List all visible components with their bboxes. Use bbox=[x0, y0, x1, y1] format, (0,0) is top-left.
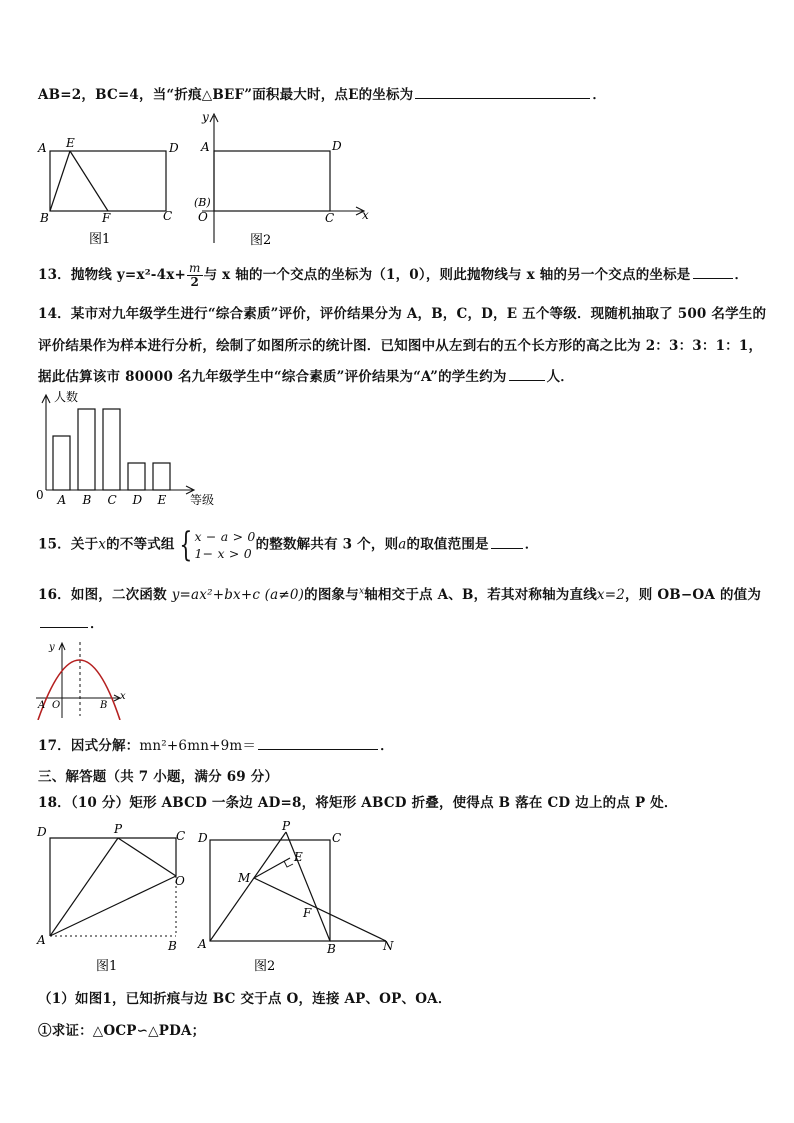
q16-parabola-figure bbox=[34, 638, 134, 720]
bar-E bbox=[153, 463, 170, 490]
fraction-m-over-2: $\frac{m}{2}$ bbox=[188, 261, 201, 289]
q12-text: AB=2，BC=4，当“折痕△BEF”面积最大时，点E的坐标为 ． bbox=[38, 87, 607, 103]
label-A: A bbox=[38, 700, 46, 711]
label-A: A bbox=[198, 937, 207, 951]
caption: 图2 bbox=[250, 233, 272, 248]
label-B: B bbox=[168, 939, 177, 953]
bar-D bbox=[128, 463, 145, 490]
answer-blank bbox=[40, 615, 88, 628]
caption: 图1 bbox=[89, 232, 111, 247]
label-C: C bbox=[325, 211, 335, 225]
q17-text: 17．因式分解：mn²+6mn+9m＝ ． bbox=[38, 738, 394, 754]
axis-y-label: y bbox=[49, 642, 55, 653]
label-O: O bbox=[175, 874, 185, 888]
caption: 图1 bbox=[96, 959, 118, 974]
label-E: E bbox=[294, 850, 303, 864]
tick-label-A: A bbox=[57, 493, 67, 507]
label-D: D bbox=[198, 831, 208, 845]
answer-blank bbox=[509, 368, 545, 381]
q12-figure-1 bbox=[36, 136, 186, 248]
bar-B bbox=[78, 409, 95, 490]
q18-text: 18．（10 分）矩形 ABCD 一条边 AD=8，将矩形 ABCD 折叠，使得点 B 落在 CD 边上的点 P 处． bbox=[38, 795, 678, 811]
axis-x-label: x bbox=[362, 208, 369, 222]
q14-bar-chart bbox=[34, 388, 234, 510]
label-O: O bbox=[52, 700, 61, 711]
section-heading: 三、解答题（共 7 小题，满分 69 分） bbox=[38, 769, 279, 785]
label-P: P bbox=[114, 822, 123, 836]
label-B: B bbox=[327, 942, 336, 956]
label-D: D bbox=[37, 825, 47, 839]
label-M: M bbox=[238, 871, 251, 885]
tick-label-B: B bbox=[82, 493, 92, 507]
q18-figure-1 bbox=[34, 820, 194, 976]
label-D: D bbox=[169, 141, 179, 155]
tick-label-E: E bbox=[157, 493, 167, 507]
answer-blank bbox=[258, 737, 378, 750]
label-C: C bbox=[176, 829, 186, 843]
bar-A bbox=[53, 436, 70, 490]
label-F: F bbox=[303, 906, 312, 920]
axis-x-label: x bbox=[120, 691, 126, 702]
q14-line1: 14．某市对九年级学生进行“综合素质”评价，评价结果分为 A，B，C，D，E 五个等级．现随机抽取了 500 名学生的 bbox=[38, 306, 767, 322]
q13-text: 13．抛物线 y=x²-4x+ $\frac{m}{2}$ 与 x 轴的一个交点的坐标为（1，0），则此抛物线与 x 轴的另一个交点的坐标是 ． bbox=[38, 261, 749, 289]
label-N: N bbox=[383, 939, 394, 953]
answer-blank bbox=[693, 266, 733, 279]
q16-text: 16．如图，二次函数 y=ax²+bx+c (a≠0)的图象与$^x$轴相交于点 A、B，若其对称轴为直线x=2，则 OB−OA 的值为 bbox=[38, 586, 762, 603]
label-A: A bbox=[201, 140, 210, 154]
q18-figure-2 bbox=[194, 820, 404, 976]
label-A: A bbox=[38, 141, 47, 155]
label-O: O bbox=[198, 210, 208, 224]
origin-label: 0 bbox=[36, 488, 44, 502]
label-B-paren: (B) bbox=[194, 196, 211, 209]
q14-line2: 评价结果作为样本进行分析，绘制了如图所示的统计图．已知图中从左到右的五个长方形的高之比为 2：3：3：1：1， bbox=[38, 338, 763, 354]
label-C: C bbox=[332, 831, 342, 845]
inequality-system: { x − a > 0 1− x > 0 bbox=[178, 525, 256, 565]
q18-part1a: ①求证：△OCP∽△PDA； bbox=[38, 1023, 206, 1039]
label-C: C bbox=[163, 209, 173, 223]
label-P: P bbox=[282, 820, 291, 833]
y-axis-label: 人数 bbox=[54, 390, 79, 404]
x-axis-label: 等级 bbox=[190, 493, 215, 507]
q14-line3: 据此估算该市 80000 名九年级学生中“综合素质”评价结果为“A”的学生约为 人． bbox=[38, 369, 575, 385]
answer-blank bbox=[491, 536, 523, 549]
q18-part1: （1）如图1，已知折痕与边 BC 交于点 O，连接 AP、OP、OA． bbox=[38, 991, 452, 1007]
tick-label-D: D bbox=[132, 493, 143, 507]
label-B: B bbox=[100, 700, 108, 711]
answer-blank bbox=[415, 86, 590, 99]
label-F: F bbox=[102, 211, 111, 225]
axis-y-label: y bbox=[202, 110, 209, 124]
q15-text: 15．关于x的不等式组 { x − a > 0 1− x > 0 的整数解共有 3 个，则a的取值范围是 ． bbox=[38, 525, 539, 565]
label-A: A bbox=[37, 933, 46, 947]
q16-answer-line: ． bbox=[38, 612, 104, 632]
caption: 图2 bbox=[254, 959, 276, 974]
q12-figure-2 bbox=[192, 108, 377, 248]
bar-C bbox=[103, 409, 120, 490]
label-B: B bbox=[40, 211, 49, 225]
label-D: D bbox=[332, 139, 342, 153]
tick-label-C: C bbox=[107, 493, 117, 507]
label-E: E bbox=[66, 136, 75, 150]
